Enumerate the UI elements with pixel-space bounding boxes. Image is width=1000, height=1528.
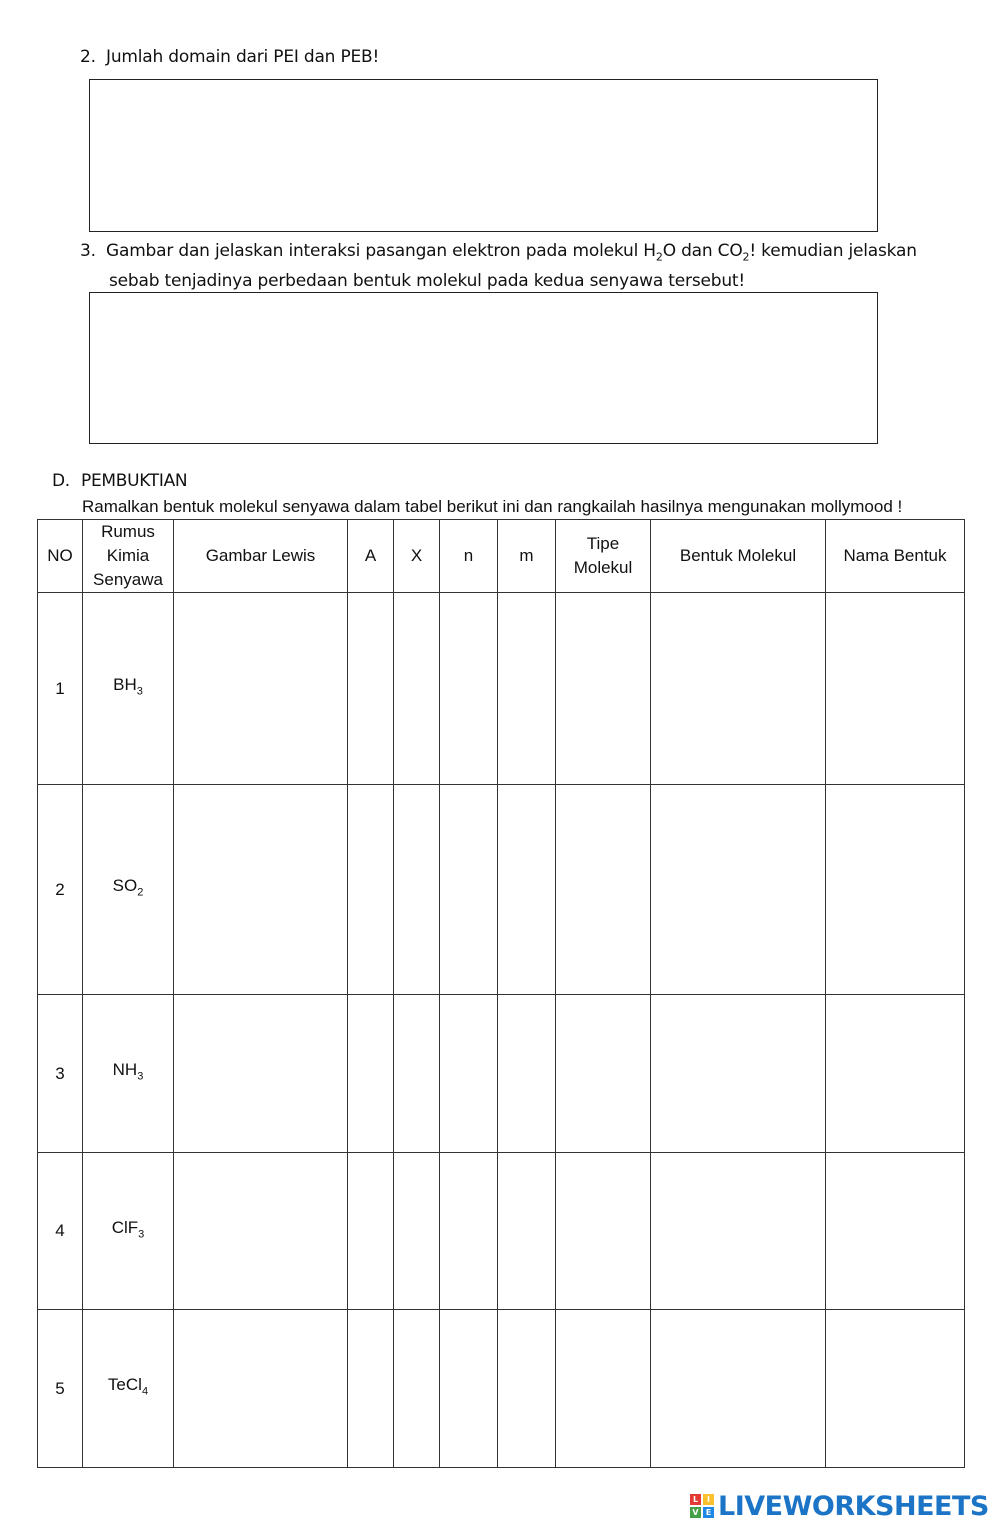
header-tipe-line: Tipe bbox=[586, 534, 620, 553]
row-formula bbox=[83, 1153, 174, 1310]
cell-tipe-molekul[interactable] bbox=[556, 1153, 651, 1310]
answer-input-2[interactable] bbox=[90, 80, 877, 231]
cell-a[interactable] bbox=[348, 593, 394, 785]
cell-a[interactable] bbox=[348, 995, 394, 1153]
cell-gambar-lewis[interactable] bbox=[174, 593, 348, 785]
row-formula bbox=[83, 995, 174, 1153]
section-instruction: Ramalkan bentuk molekul senyawa dalam tabel berikut ini dan rangkailah hasilnya mengunakan mollymood ! bbox=[82, 497, 903, 516]
cell-x[interactable] bbox=[394, 995, 440, 1153]
cell-n[interactable] bbox=[440, 1310, 498, 1468]
input-gambar-lewis[interactable] bbox=[174, 680, 347, 700]
logo-mark-letter: I bbox=[703, 1494, 714, 1505]
cell-m[interactable] bbox=[498, 995, 556, 1153]
table-row bbox=[38, 785, 965, 995]
input-nama-bentuk[interactable] bbox=[826, 1222, 964, 1242]
cell-tipe-molekul[interactable] bbox=[556, 1310, 651, 1468]
header-m: m bbox=[498, 520, 556, 593]
cell-nama-bentuk[interactable] bbox=[826, 593, 965, 785]
answer-input-3[interactable] bbox=[90, 293, 877, 443]
cell-nama-bentuk[interactable] bbox=[826, 1153, 965, 1310]
cell-gambar-lewis[interactable] bbox=[174, 1310, 348, 1468]
question-text: Jumlah domain dari PEI dan PEB! bbox=[106, 47, 380, 67]
question-text-part: ! kemudian jelaskan bbox=[749, 241, 917, 261]
question-text-line2: sebab tenjadinya perbedaan bentuk molekul pada kedua senyawa tersebut! bbox=[109, 271, 745, 292]
cell-n[interactable] bbox=[440, 1153, 498, 1310]
input-gambar-lewis[interactable] bbox=[174, 881, 347, 901]
cell-tipe-molekul[interactable] bbox=[556, 593, 651, 785]
answer-box-3[interactable] bbox=[89, 292, 878, 444]
formula-base: ClF bbox=[111, 1217, 139, 1237]
question-number: 2. bbox=[80, 47, 96, 67]
formula-subscript: 3 bbox=[138, 1228, 145, 1241]
logo-mark-letter: L bbox=[690, 1494, 701, 1505]
row-formula bbox=[83, 785, 174, 995]
header-rumus bbox=[83, 520, 174, 593]
header-rumus-line: Kimia bbox=[106, 546, 150, 565]
logo-mark-letter: V bbox=[690, 1507, 701, 1518]
input-m[interactable] bbox=[498, 1222, 555, 1242]
formula-base: BH bbox=[113, 675, 137, 695]
cell-nama-bentuk[interactable] bbox=[826, 785, 965, 995]
input-a[interactable] bbox=[348, 881, 393, 901]
question-3 bbox=[80, 239, 917, 293]
input-a[interactable] bbox=[348, 1380, 393, 1400]
input-x[interactable] bbox=[394, 1380, 439, 1400]
question-text-part: Gambar dan jelaskan interaksi pasangan elektron pada molekul H bbox=[106, 241, 656, 261]
header-no: NO bbox=[38, 520, 83, 593]
input-a[interactable] bbox=[348, 680, 393, 700]
input-tipe-molekul[interactable] bbox=[556, 1380, 650, 1400]
cell-a[interactable] bbox=[348, 1310, 394, 1468]
input-nama-bentuk[interactable] bbox=[826, 1380, 964, 1400]
formula-subscript: 3 bbox=[136, 685, 143, 698]
table-row bbox=[38, 1153, 965, 1310]
row-number: 2 bbox=[38, 785, 83, 995]
cell-gambar-lewis[interactable] bbox=[174, 995, 348, 1153]
table-row bbox=[38, 1310, 965, 1468]
input-a[interactable] bbox=[348, 1222, 393, 1242]
logo-mark-icon bbox=[690, 1494, 714, 1518]
cell-m[interactable] bbox=[498, 1153, 556, 1310]
cell-tipe-molekul[interactable] bbox=[556, 995, 651, 1153]
input-x[interactable] bbox=[394, 680, 439, 700]
question-2 bbox=[80, 45, 379, 69]
input-nama-bentuk[interactable] bbox=[826, 881, 964, 901]
header-a: A bbox=[348, 520, 394, 593]
input-x[interactable] bbox=[394, 881, 439, 901]
cell-x[interactable] bbox=[394, 593, 440, 785]
input-n[interactable] bbox=[440, 1380, 497, 1400]
row-formula bbox=[83, 1310, 174, 1468]
header-tipe-molekul bbox=[556, 520, 651, 593]
header-n: n bbox=[440, 520, 498, 593]
input-bentuk-molekul[interactable] bbox=[651, 1222, 825, 1242]
input-gambar-lewis[interactable] bbox=[174, 1065, 347, 1085]
row-formula bbox=[83, 593, 174, 785]
cell-x[interactable] bbox=[394, 1153, 440, 1310]
cell-nama-bentuk[interactable] bbox=[826, 995, 965, 1153]
row-number: 1 bbox=[38, 593, 83, 785]
header-tipe-line: Molekul bbox=[573, 558, 633, 577]
section-heading bbox=[52, 469, 187, 493]
header-nama-bentuk: Nama Bentuk bbox=[826, 520, 965, 593]
question-number: 3. bbox=[80, 241, 96, 261]
section-letter: D. bbox=[52, 471, 70, 491]
input-bentuk-molekul[interactable] bbox=[651, 881, 825, 901]
formula-base: TeCl bbox=[107, 1375, 142, 1395]
cell-x[interactable] bbox=[394, 1310, 440, 1468]
header-rumus-line: Senyawa bbox=[93, 570, 163, 589]
table-row bbox=[38, 593, 965, 785]
cell-a[interactable] bbox=[348, 1153, 394, 1310]
input-bentuk-molekul[interactable] bbox=[651, 1065, 825, 1085]
cell-x[interactable] bbox=[394, 785, 440, 995]
row-number: 3 bbox=[38, 995, 83, 1153]
header-x: X bbox=[394, 520, 440, 593]
cell-n[interactable] bbox=[440, 785, 498, 995]
input-m[interactable] bbox=[498, 881, 555, 901]
section-title: PEMBUKTIAN bbox=[81, 471, 188, 491]
input-gambar-lewis[interactable] bbox=[174, 1222, 347, 1242]
question-text-part: O dan CO bbox=[662, 241, 743, 261]
input-m[interactable] bbox=[498, 680, 555, 700]
cell-m[interactable] bbox=[498, 785, 556, 995]
table-row bbox=[38, 995, 965, 1153]
input-bentuk-molekul[interactable] bbox=[651, 1380, 825, 1400]
cell-bentuk-molekul[interactable] bbox=[651, 593, 826, 785]
liveworksheets-logo bbox=[690, 1489, 989, 1523]
input-n[interactable] bbox=[440, 881, 497, 901]
formula-subscript: 2 bbox=[137, 886, 144, 899]
cell-a[interactable] bbox=[348, 785, 394, 995]
row-number: 5 bbox=[38, 1310, 83, 1468]
formula-subscript: 4 bbox=[141, 1385, 149, 1398]
input-m[interactable] bbox=[498, 1380, 555, 1400]
logo-mark-letter: E bbox=[703, 1507, 714, 1518]
cell-m[interactable] bbox=[498, 593, 556, 785]
input-tipe-molekul[interactable] bbox=[556, 881, 650, 901]
cell-m[interactable] bbox=[498, 1310, 556, 1468]
input-nama-bentuk[interactable] bbox=[826, 680, 964, 700]
input-tipe-molekul[interactable] bbox=[556, 1065, 650, 1085]
formula-base: SO bbox=[112, 876, 138, 896]
subscript: 2 bbox=[742, 250, 750, 264]
cell-n[interactable] bbox=[440, 593, 498, 785]
formula-base: NH bbox=[112, 1060, 138, 1080]
cell-n[interactable] bbox=[440, 995, 498, 1153]
input-n[interactable] bbox=[440, 1222, 497, 1242]
formula-subscript: 3 bbox=[137, 1070, 144, 1083]
input-gambar-lewis[interactable] bbox=[174, 1380, 347, 1400]
header-gambar-lewis: Gambar Lewis bbox=[174, 520, 348, 593]
input-x[interactable] bbox=[394, 1222, 439, 1242]
input-n[interactable] bbox=[440, 680, 497, 700]
cell-bentuk-molekul[interactable] bbox=[651, 1153, 826, 1310]
cell-gambar-lewis[interactable] bbox=[174, 785, 348, 995]
input-a[interactable] bbox=[348, 1065, 393, 1085]
input-tipe-molekul[interactable] bbox=[556, 680, 650, 700]
vsepr-table bbox=[37, 519, 965, 1468]
cell-bentuk-molekul[interactable] bbox=[651, 785, 826, 995]
cell-nama-bentuk[interactable] bbox=[826, 1310, 965, 1468]
input-bentuk-molekul[interactable] bbox=[651, 680, 825, 700]
input-tipe-molekul[interactable] bbox=[556, 1222, 650, 1242]
table-header-row bbox=[38, 520, 965, 593]
answer-box-2[interactable] bbox=[89, 79, 878, 232]
cell-bentuk-molekul[interactable] bbox=[651, 1310, 826, 1468]
input-x[interactable] bbox=[394, 1065, 439, 1085]
input-nama-bentuk[interactable] bbox=[826, 1065, 964, 1085]
input-m[interactable] bbox=[498, 1065, 555, 1085]
header-bentuk-molekul: Bentuk Molekul bbox=[651, 520, 826, 593]
input-n[interactable] bbox=[440, 1065, 497, 1085]
cell-bentuk-molekul[interactable] bbox=[651, 995, 826, 1153]
logo-text: LIVEWORKSHEETS bbox=[718, 1490, 989, 1522]
subscript: 2 bbox=[655, 250, 663, 264]
row-number: 4 bbox=[38, 1153, 83, 1310]
cell-gambar-lewis[interactable] bbox=[174, 1153, 348, 1310]
header-rumus-line: Rumus bbox=[101, 522, 155, 541]
cell-tipe-molekul[interactable] bbox=[556, 785, 651, 995]
